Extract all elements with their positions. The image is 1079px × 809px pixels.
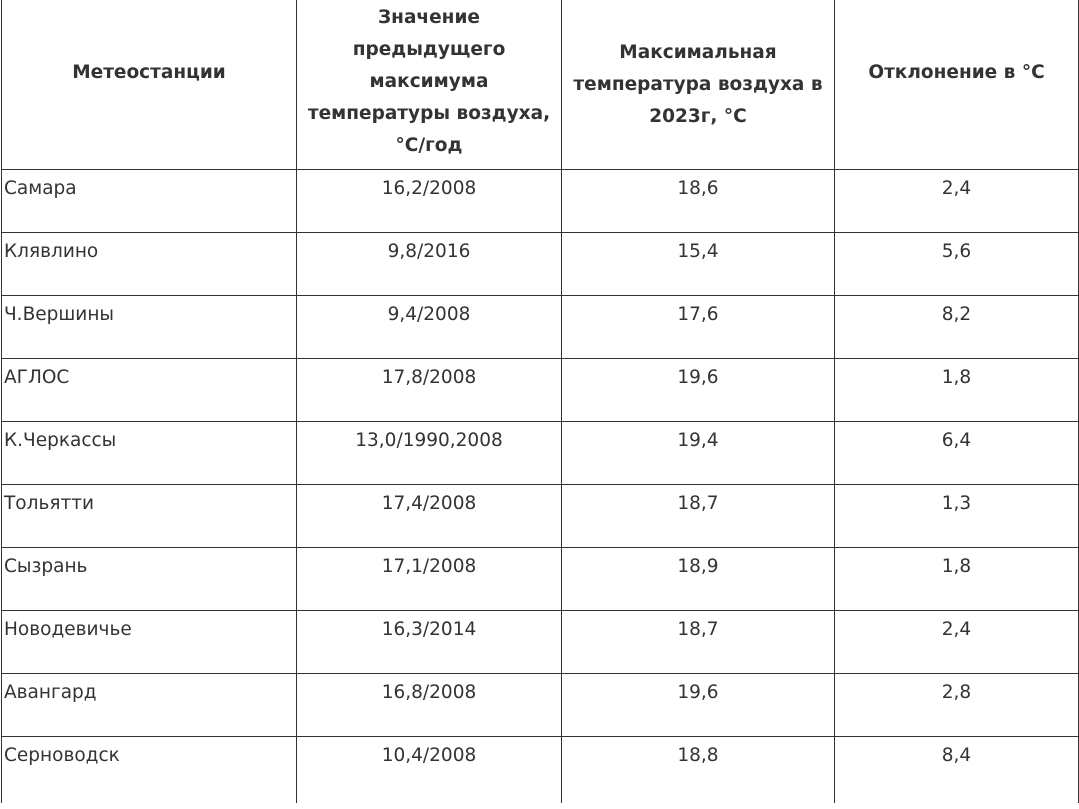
header-station: Метеостанции <box>2 0 297 170</box>
table-row <box>2 737 1079 803</box>
cell-previous-max: 9,4/2008 <box>297 296 562 359</box>
cell-max-2023: 18,7 <box>562 611 835 674</box>
cell-max-2023: 19,6 <box>562 359 835 422</box>
cell-max-2023: 19,4 <box>562 422 835 485</box>
cell-max-2023: 15,4 <box>562 233 835 296</box>
cell-deviation: 8,2 <box>835 296 1079 359</box>
cell-previous-max: 17,1/2008 <box>297 548 562 611</box>
cell-previous-max: 16,3/2014 <box>297 611 562 674</box>
cell-previous-max: 13,0/1990,2008 <box>297 422 562 485</box>
temperature-records-table <box>1 0 1079 803</box>
cell-station: Самара <box>2 170 297 233</box>
cell-station: Сызрань <box>2 548 297 611</box>
table-row <box>2 611 1079 674</box>
table-row <box>2 296 1079 359</box>
cell-deviation: 2,4 <box>835 170 1079 233</box>
cell-deviation: 1,3 <box>835 485 1079 548</box>
cell-station: АГЛОС <box>2 359 297 422</box>
cell-previous-max: 16,8/2008 <box>297 674 562 737</box>
cell-station: Ч.Вершины <box>2 296 297 359</box>
cell-previous-max: 10,4/2008 <box>297 737 562 803</box>
cell-station: Авангард <box>2 674 297 737</box>
cell-deviation: 5,6 <box>835 233 1079 296</box>
table-header-row <box>2 0 1079 170</box>
cell-deviation: 6,4 <box>835 422 1079 485</box>
cell-previous-max: 17,8/2008 <box>297 359 562 422</box>
cell-deviation: 8,4 <box>835 737 1079 803</box>
cell-max-2023: 18,8 <box>562 737 835 803</box>
cell-station: Новодевичье <box>2 611 297 674</box>
header-previous-max: Значение предыдущего максимума температуры воздуха, °С/год <box>297 0 562 170</box>
cell-previous-max: 17,4/2008 <box>297 485 562 548</box>
cell-deviation: 1,8 <box>835 359 1079 422</box>
cell-previous-max: 9,8/2016 <box>297 233 562 296</box>
cell-station: Тольятти <box>2 485 297 548</box>
cell-max-2023: 19,6 <box>562 674 835 737</box>
cell-max-2023: 17,6 <box>562 296 835 359</box>
table-row <box>2 422 1079 485</box>
cell-deviation: 1,8 <box>835 548 1079 611</box>
table-row <box>2 674 1079 737</box>
header-max-2023: Максимальная температура воздуха в 2023г, °С <box>562 0 835 170</box>
cell-deviation: 2,4 <box>835 611 1079 674</box>
table-row <box>2 548 1079 611</box>
cell-max-2023: 18,9 <box>562 548 835 611</box>
table-row <box>2 233 1079 296</box>
header-deviation: Отклонение в °С <box>835 0 1079 170</box>
table-row <box>2 170 1079 233</box>
cell-previous-max: 16,2/2008 <box>297 170 562 233</box>
cell-max-2023: 18,7 <box>562 485 835 548</box>
cell-station: К.Черкассы <box>2 422 297 485</box>
cell-max-2023: 18,6 <box>562 170 835 233</box>
cell-station: Клявлино <box>2 233 297 296</box>
table-row <box>2 359 1079 422</box>
cell-deviation: 2,8 <box>835 674 1079 737</box>
cell-station: Серноводск <box>2 737 297 803</box>
table-row <box>2 485 1079 548</box>
